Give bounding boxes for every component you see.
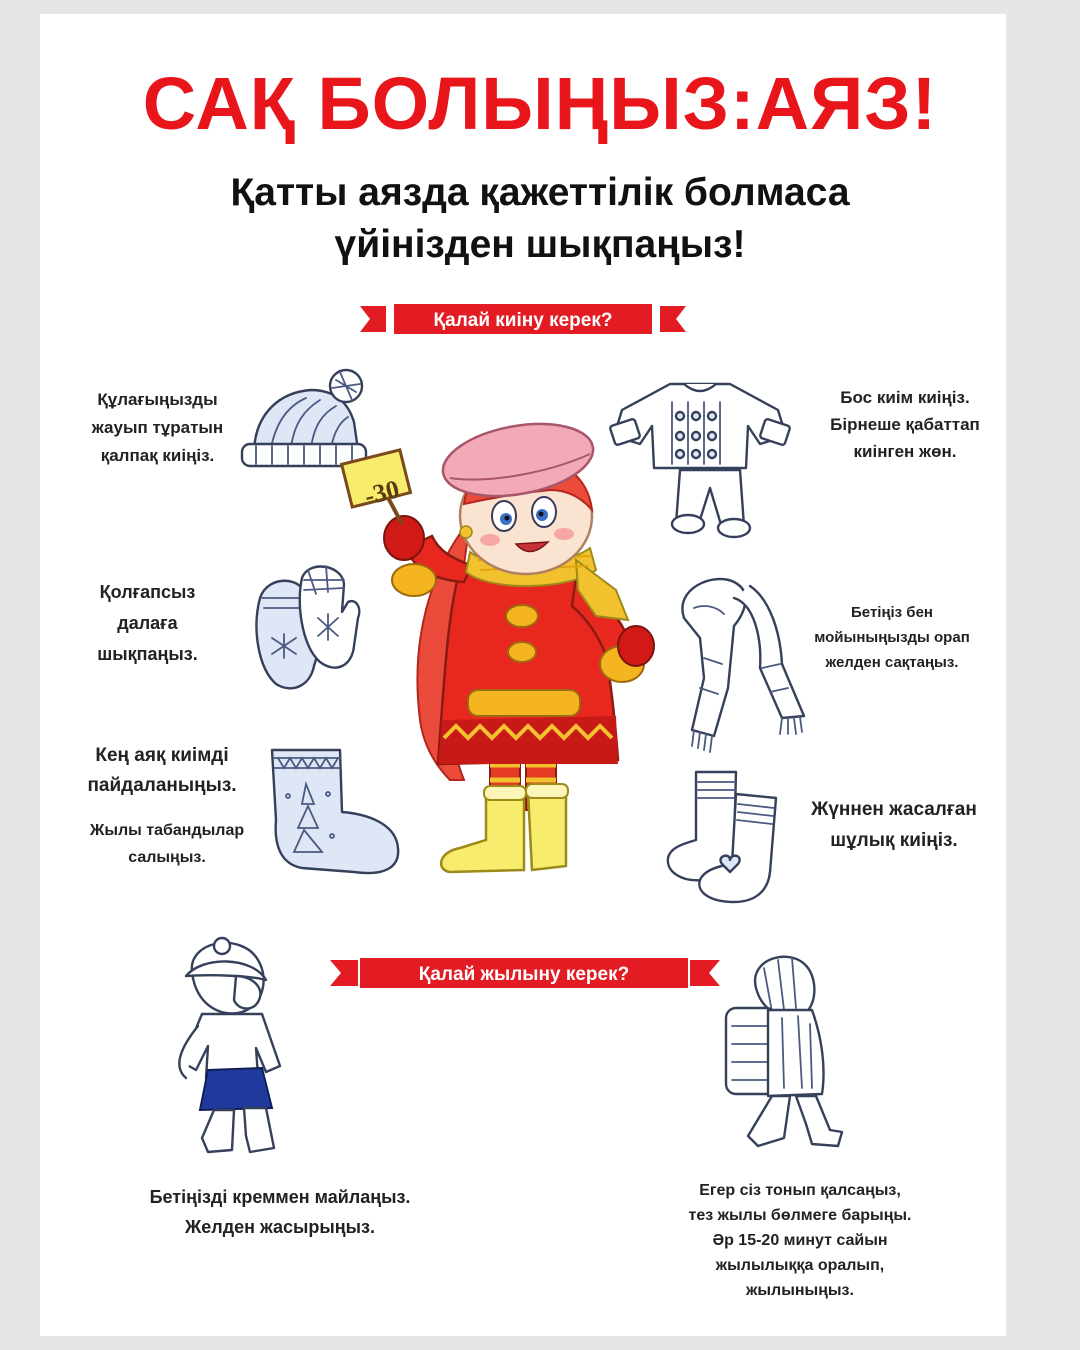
tip-frozen-line-3: Әр 15-20 минут сайын (712, 1232, 888, 1249)
subtitle (0, 167, 1080, 271)
tip-socks (788, 794, 1000, 856)
tip-mittens-line-2: далаға (117, 613, 178, 633)
child-left-illustration (162, 936, 332, 1166)
tip-boots-line-1: Кең аяқ киімді (95, 745, 229, 766)
tip-insoles (62, 817, 272, 871)
temperature-sign-text: -30 (361, 474, 403, 511)
tip-boots-line-2: пайдаланыңыз. (87, 775, 237, 796)
tip-mittens-line-3: шықпаңыз. (97, 644, 198, 664)
tip-scarf (792, 600, 992, 675)
tip-scarf-line-3: желден сақтаңыз. (825, 654, 959, 671)
tip-frozen-line-5: жылыныңыз. (746, 1282, 854, 1299)
tip-cream (100, 1182, 460, 1242)
tip-frozen-line-4: жылылыққа оралып, (715, 1257, 885, 1274)
tip-cream-line-2: Желден жасырыңыз. (185, 1217, 375, 1237)
tip-clothes-line-1: Бос киім киіңіз. (840, 388, 970, 407)
banner-warm-label: Қалай жылыну керек? (358, 956, 690, 990)
banner-dress-label: Қалай киіну керек? (392, 302, 654, 336)
subtitle-line-1: Қатты аязда қажеттілік болмаса (230, 171, 850, 214)
tip-mittens-line-1: Қолғапсыз (99, 582, 196, 602)
tip-scarf-line-2: мойыныңызды орап (814, 629, 970, 646)
tip-hat-line-2: жауып тұратын (91, 418, 224, 437)
tip-frozen-line-2: тез жылы бөлмеге барыңы. (688, 1207, 912, 1224)
scarf-icon (664, 568, 814, 758)
subtitle-line-2: үйінізден шықпаңыз! (334, 223, 746, 266)
tip-clothes-line-2: Бірнеше қабаттап (830, 415, 980, 434)
socks-icon (662, 768, 792, 908)
page-title: САҚ БОЛЫҢЫЗ:АЯЗ! (142, 62, 938, 145)
tip-socks-line-2: шұлық киіңіз. (830, 830, 958, 851)
tip-cream-line-1: Бетіңізді креммен майлаңыз. (149, 1187, 411, 1207)
tip-mittens (60, 577, 235, 670)
tip-socks-line-1: Жүннен жасалған (811, 799, 977, 820)
tip-clothes (800, 384, 1010, 465)
tip-hat-line-1: Құлағыңызды (97, 390, 218, 409)
tip-insoles-line-2: салыңыз. (128, 849, 206, 866)
tip-hat (60, 386, 255, 470)
tip-boots (62, 741, 262, 801)
banner-warm (330, 956, 720, 990)
child-right-illustration (712, 948, 852, 1168)
tip-frozen-line-1: Егер сіз тонып қалсаңыз, (699, 1182, 901, 1199)
tip-scarf-line-1: Бетіңіз бен (851, 604, 933, 621)
tip-insoles-line-1: Жылы табандылар (89, 822, 245, 839)
banner-dress (360, 302, 686, 336)
tip-clothes-line-3: киінген жөн. (853, 442, 957, 461)
tip-hat-line-3: қалпақ киіңіз. (100, 446, 215, 465)
tip-frozen (632, 1178, 968, 1303)
